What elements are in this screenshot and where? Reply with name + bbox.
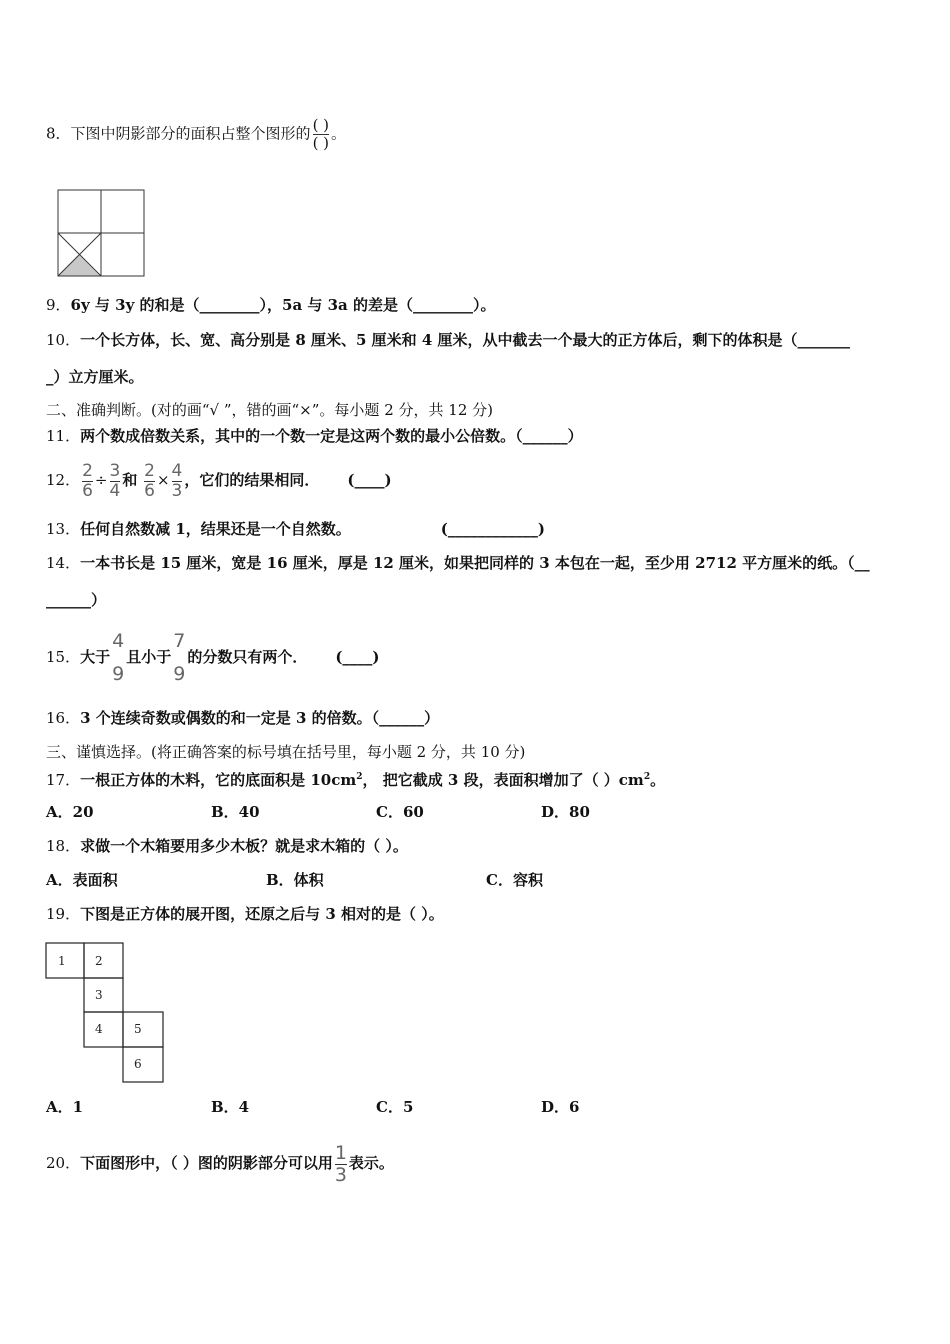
question-number: 9． [46, 296, 71, 314]
option-a[interactable]: A．表面积 [46, 871, 118, 889]
question-number: 8． [46, 124, 71, 143]
section-2-title: 二、准确判断。(对的画“√ ”，错的画“×”。每小题 2 分，共 12 分) [46, 401, 493, 419]
question-16 [46, 708, 439, 728]
net-cell-3 [84, 978, 123, 1012]
cube-net-figure [44, 941, 166, 1085]
net-label-2: 2 [95, 954, 103, 968]
question-17: 17．一根正方体的木料，它的底面积是 $10cm^2$， 把它截成 3 段，表面积增加了（ ）$cm^2$。 [46, 771, 666, 789]
net-label-3: 3 [95, 988, 103, 1002]
option-c[interactable]: C．容积 [486, 871, 543, 889]
question-8: 8．下图中阴影部分的面积占整个图形的 $\frac{( )}{( )}$ 。 [46, 116, 347, 152]
fraction-4-3: $\frac{4}{3}$ [171, 460, 183, 501]
question-number: 11． [46, 427, 81, 445]
net-label-1: 1 [58, 954, 66, 968]
question-number: 13． [46, 520, 81, 538]
question-number: 15． [46, 648, 81, 666]
question-text: 下图中阴影部分的面积占整个图形的 [70, 124, 311, 143]
option-c[interactable]: C．60 [376, 803, 424, 821]
question-18 [46, 836, 408, 856]
question-13 [46, 519, 545, 539]
net-cell-5 [123, 1012, 163, 1047]
question-10-cont: _）立方厘米。 [46, 368, 144, 386]
option-d[interactable]: D．80 [541, 803, 590, 821]
question-number: 14． [46, 554, 81, 572]
option-c[interactable]: C．5 [376, 1098, 414, 1116]
q8-grid-figure [56, 188, 148, 280]
question-20: 20．下面图形中，（ ）图的阴影部分可以用 $\frac{1}{3}$ 表示。 [46, 1141, 394, 1186]
answer-blank: (____) [347, 471, 392, 489]
question-15: 15．大于 4 9 且小于 7 9 的分数只有两个． (____) [46, 630, 380, 685]
answer-blank: (____) [335, 648, 380, 666]
question-10 [46, 330, 850, 350]
net-label-4: 4 [95, 1022, 103, 1036]
q19-options [46, 1097, 579, 1117]
question-text: 一本书长是 15 厘米，宽是 16 厘米，厚是 12 厘米，如果把同样的 3 本包在一起，至少用 2712 平方厘米的纸。（__ [80, 554, 870, 572]
question-number: 20． [46, 1154, 81, 1172]
question-number: 12． [46, 471, 81, 489]
net-cell-2 [84, 943, 123, 978]
option-b[interactable]: B．4 [211, 1098, 250, 1116]
net-label-5: 5 [134, 1022, 142, 1036]
option-d[interactable]: D．6 [541, 1098, 580, 1116]
q17-options [46, 802, 590, 822]
question-number: 17． [46, 771, 81, 789]
question-text: 两个数成倍数关系，其中的一个数一定是这两个数的最小公倍数。（______） [80, 427, 583, 445]
question-19 [46, 904, 444, 924]
option-b[interactable]: B．体积 [266, 871, 324, 889]
question-number: 18． [46, 837, 81, 855]
net-cell-4 [84, 1012, 123, 1047]
question-11 [46, 426, 583, 446]
net-label-6: 6 [134, 1057, 142, 1071]
question-number: 10． [46, 331, 81, 349]
question-text: 下面图形中，（ ）图的阴影部分可以用 [80, 1154, 333, 1172]
fraction-3-4: $\frac{3}{4}$ [109, 460, 121, 501]
question-text: 求做一个木箱要用多少木板？就是求木箱的（ ）。 [80, 837, 408, 855]
question-9 [46, 295, 496, 315]
option-a[interactable]: A．1 [46, 1098, 84, 1116]
answer-blank: (____________) [440, 520, 545, 538]
question-text: 3 个连续奇数或偶数的和一定是 3 的倍数。（______） [80, 709, 440, 727]
question-number: 19． [46, 905, 81, 923]
question-14-cont: ______） [46, 591, 107, 609]
option-a[interactable]: A．20 [46, 803, 94, 821]
net-cell-6 [123, 1047, 163, 1082]
option-b[interactable]: B．40 [211, 803, 260, 821]
fraction-1-3: $\frac{1}{3}$ [334, 1141, 347, 1186]
question-text: 6y 与 3y 的和是（________），5a 与 3a 的差是（________）。 [70, 296, 496, 314]
answer-fraction-blank: $\frac{( )}{( )}$ [312, 116, 330, 152]
question-number: 16． [46, 709, 81, 727]
question-12: 12． $\frac{2}{6}$ ÷ $\frac{3}{4}$ 和 $\frac{2}{6}$ × $\frac{4}{3}$ ，它们的结果相同． (____) [46, 460, 392, 501]
question-text: 任何自然数减 1，结果还是一个自然数。 [80, 520, 351, 538]
shaded-triangle [58, 255, 100, 276]
fraction-7-9: 7 9 [173, 630, 186, 685]
q18-options [46, 870, 543, 890]
question-text: 一个长方体，长、宽、高分别是 8 厘米、5 厘米和 4 厘米，从中截去一个最大的正方体后，剩下的体积是（_______ [80, 331, 851, 349]
section-3-title: 三、谨慎选择。(将正确答案的标号填在括号里，每小题 2 分，共 10 分) [46, 743, 526, 761]
fraction-4-9: 4 9 [112, 630, 125, 685]
question-14 [46, 553, 870, 573]
fraction-2-6-b: $\frac{2}{6}$ [144, 460, 155, 501]
question-text: 下图是正方体的展开图，还原之后与 3 相对的是（ ）。 [80, 905, 444, 923]
fraction-2-6: $\frac{2}{6}$ [82, 460, 93, 501]
